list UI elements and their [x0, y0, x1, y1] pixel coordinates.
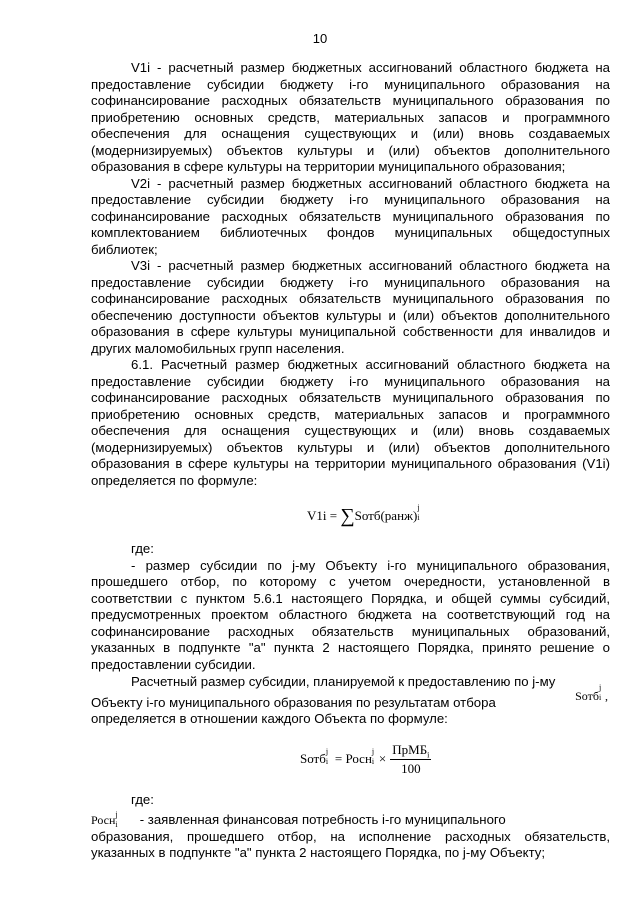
- times-symbol: ×: [378, 751, 387, 766]
- paragraph-v2i: V2i - расчетный размер бюджетных ассигнований областного бюджета на предоставление субсидии бюджету i-го муниципального образования на софинансирование расходных обязательств муниципального образования по комплектованием библиотечных фондов муниципальных общедоступных библиотек;: [91, 175, 610, 257]
- formula-v1i-sub: i: [417, 513, 420, 522]
- page-number: 10: [312, 31, 328, 46]
- paragraph-calc-intro: Расчетный размер субсидии, планируемой к предоставлению по j-му: [131, 674, 556, 689]
- inline-symbol-rosn: Росн j i: [91, 810, 118, 829]
- paragraph-6-1: 6.1. Расчетный размер бюджетных ассигнований областного бюджета на предоставление субсидии бюджету i-го муниципального образования на софинансирование расходных обязательств муниципального образования по приобретению основных средств, материальных запасов и программного обеспечения для оснащения существующих и (или) вновь создаваемых (модернизируемых) объектов культуры и (или) объектов дополнительного образования в сфере культуры на территории муниципального образования (V1i) определяется по формуле:: [91, 357, 610, 488]
- sum-symbol: ∑: [340, 505, 355, 527]
- paragraph-subsidy-size: - размер субсидии по j-му Объекту i-го муниципального образования, прошедшего отбор, по которому с учетом очередности, установленной в соответствии с пунктом 5.6.1 настоящего Порядка, и общей суммы субсидий, предусмотренных проектом областного бюджета на соответствующий год на софинансирование расходных обязательств муниципальных образований, указанных в подпункте "а" пункта 2 настоящего Порядка, принято решение о предоставлении субсидии.: [91, 557, 610, 672]
- paragraph-v3i: V3i - расчетный размер бюджетных ассигнований областного бюджета на предоставление субсидии бюджету i-го муниципального образования на софинансирование расходных обязательств муниципального образования по обеспечению доступности объектов культуры и (или) объектов дополнительного образования в сфере культуры муниципальной собственности для инвалидов и других маломобильных групп населения.: [91, 258, 610, 356]
- formula-v1i-lhs: V1i =: [307, 508, 338, 523]
- formula-sotb-fraction: $\frac{ПрМБ_i}{100}$: [392, 741, 430, 776]
- formula-v1i-sup: j: [417, 503, 420, 512]
- where-label-2: где:: [131, 791, 154, 807]
- paragraph-calc-formula-intro: определяется в отношении каждого Объекта по формуле:: [91, 711, 448, 726]
- formula-sotb-rosn: = Росн: [334, 751, 372, 766]
- formula-sotb: Sотб j i = Росн j i × $\frac{ПрМБ_i}{100}$: [300, 741, 430, 776]
- paragraph-calc-object: Объекту i-го муниципального образования по результатам отбора: [91, 694, 496, 710]
- paragraph-rosn-first-line: Росн j i - заявленная финансовая потребность i-го муниципального: [91, 810, 506, 829]
- where-label-1: где:: [131, 541, 154, 556]
- fraction-denominator: 100: [401, 760, 421, 776]
- paragraph-rosn-definition: образования, прошедшего отбор, на исполнение расходных обязательств, указанных в подпункте "а" пункта 2 настоящего Порядка, по j-му Объекту;: [91, 828, 610, 860]
- formula-sotb-lhs: Sотб: [300, 751, 326, 766]
- fraction-numerator: ПрМБ: [392, 741, 428, 757]
- formula-v1i: [91, 495, 610, 541]
- formula-v1i-term: Sотб(ранж): [354, 508, 418, 523]
- document-body: [91, 60, 610, 862]
- paragraph-v1i: V1i - расчетный размер бюджетных ассигнований областного бюджета на предоставление субсидии бюджету i-го муниципального образования на софинансирование расходных обязательств муниципального образования по приобретению основных средств, материальных запасов и программного обеспечения для оснащения существующих и (или) вновь создаваемых (модернизируемых) объектов культуры и (или) объектов дополнительного образования в сфере культуры на территории муниципального образования;: [91, 60, 610, 174]
- inline-symbol-sotb: Sотб j i ,: [575, 682, 608, 703]
